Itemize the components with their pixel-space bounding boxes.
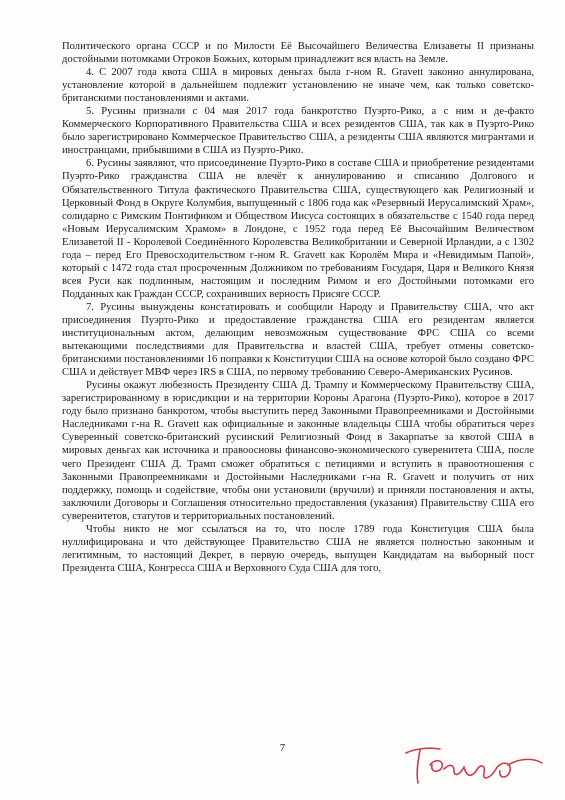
paragraph-7: 7. Русины вынуждены констатировать и сообщили Народу и Правительству США, что акт присоединения Пуэрто-Рико и предоставление гражданства США его резидентам является институциональным актом, делающим невозможным существование ФРС США со всеми вытекающими последствиями для Правительства и властей США, требует отмены советско-британскими постановлениями 16 поправки к Конституции США на основе которой было создано ФРС США и действует МВФ через IRS в США, по первому требованию Северо-Американских Русинов. — [62, 301, 534, 379]
handwritten-signature — [400, 735, 550, 790]
paragraph-6: 6. Русины заявляют, что присоединение Пуэрто-Рико в составе США и приобретение резидентами Пуэрто-Рико гражданства США не влечёт к аннулированию и списанию Долгового и Обязательственного Титула фактического Правительства США, существующего как Религиозный и Церковный Фонд в Округе Колумбия, выпущенный с 1806 года как «Резервный Иерусалимский Храм», солидарно с Римским Понтификом и Обществом Иисуса состоящих в обязательстве с 1540 года перед «Новым Иерусалимским Храмом» в Лондоне, с 1952 года перед Её Высочайшим Величеством Елизаветой II - Королевой Соединённого Королевства Великобритании и Северной Ирландии, а с 1302 года – перед Его Превосходительством г-ном R. Gravett как Королём Мира и «Невидимым Папой», который с 1472 года стал просроченным Должником по требованиям Государя, Царя и Великого Князя всея Руси как подлинным, настоящим и последним Римом и его Достойными потомками его Подданных как Граждан СССР, сохранивших верность Присяге СССР. — [62, 158, 534, 300]
page-number: 7 — [279, 743, 286, 754]
document-body — [62, 40, 534, 575]
paragraph-continuation: Политического органа СССР и по Милости Её Высочайшего Величества Елизаветы II признаны достойными потомками Отроков Божьих, которым принадлежит вся власть на Земле. — [62, 41, 534, 66]
paragraph-5: 5. Русины признали с 04 мая 2017 года банкротство Пуэрто-Рико, а с ним и де-факто Коммерческого Корпоративного Правительства США и всех резидентов США, так как в Пуэрто-Рико было зарегистрировано Коммерческое Правительство США, а резиденты США являются мигрантами и иностранцами, прибывшими в США из Пуэрто-Рико. — [62, 106, 534, 157]
paragraph-nullification: Чтобы никто не мог ссылаться на то, что после 1789 года Конституция США была нуллифицирована и что действующее Правительство США не является полностью законным и легитимным, то настоящий Декрет, в первую очередь, выпущен Кандидатам на выборный пост Президента США, Конгресса США и Верховного Суда США для того, — [62, 523, 534, 574]
paragraph-rusins-courtesy: Русины окажут любезность Президенту США Д. Трампу и Коммерческому Правительству США, зарегистрированному в юрисдикции и на территории Короны Арагона (Пуэрто-Рико), которое в 2017 году было признано банкротом, чтобы выступить перед Законными Правопреемниками и Достойными Наследниками г-на R. Gravett как официальные и законные владельцы США чтобы обратиться через Суверенный советско-британский русинский Религиозный Фонд в Закарпатье за квотой США в мировых деньгах как источника и правоосновы финансово-экономического суверенитета США, после чего Президент США Д. Трамп сможет обратиться с петициями и вступить в правоотношения с Законными Правопреемниками и Достойными Наследниками г-на R. Gravett и получить от них поддержку, помощь и содействие, чтобы они установили (вручили) и приняли постановления и акты, заключили Договоры и Соглашения относительно предоставления (указания) Правительству США его суверенитетов, статутов и территориальных постановлений. — [62, 380, 534, 522]
paragraph-4: 4. С 2007 года квота США в мировых деньгах была г-ном R. Gravett законно аннулирована, установление которой в дальнейшем подлежит установлению не иначе чем, как только советско-британскими постановлениями и актами. — [62, 67, 534, 105]
